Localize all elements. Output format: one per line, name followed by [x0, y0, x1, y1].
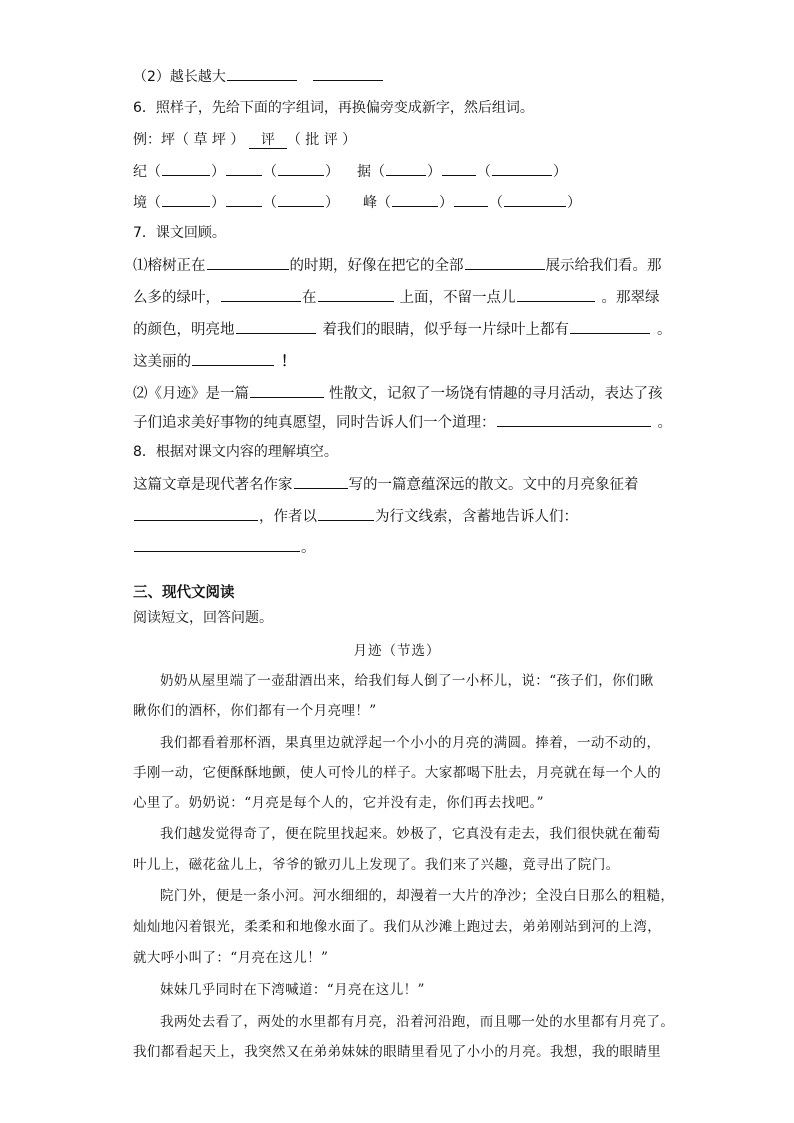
- q6-char: 峰（: [363, 195, 391, 211]
- q7-para-1: [133, 255, 662, 276]
- q8-line-3: [133, 537, 316, 558]
- q8-line-1: [133, 474, 639, 495]
- q6-title: 6．照样子，先给下面的字组词，再换偏旁变成新字，然后组词。: [133, 100, 534, 116]
- answer-blank[interactable]: [318, 287, 394, 302]
- answer-blank[interactable]: [192, 351, 274, 366]
- answer-blank[interactable]: [517, 287, 595, 302]
- answer-blank[interactable]: [162, 192, 210, 207]
- passage-line: 奶奶从屋里端了一壶甜酒出来，给我们每人倒了一小杯儿，说：“孩子们，你们瞅: [160, 673, 654, 689]
- passage-line: 灿灿地闪着银光，柔柔和和地像水面了。我们从沙滩上跑过去，弟弟刚站到河的上湾，: [133, 919, 662, 935]
- answer-blank[interactable]: [497, 412, 651, 427]
- answer-blank[interactable]: [570, 319, 650, 334]
- answer-blank[interactable]: [386, 161, 426, 176]
- answer-blank[interactable]: [504, 192, 566, 207]
- q8-text: 这篇文章是现代著名作家: [133, 477, 293, 493]
- q8-text: ，作者以: [259, 509, 317, 525]
- q7-text: ！: [281, 354, 296, 370]
- q5-item-2-text: （2）越长越大: [133, 69, 226, 85]
- answer-blank[interactable]: [294, 474, 348, 489]
- q6-paren: （: [263, 164, 277, 180]
- q7-text: 。: [657, 322, 672, 338]
- passage-title: 月迹（节选）: [353, 643, 441, 659]
- answer-blank[interactable]: [226, 192, 262, 207]
- q6-paren: （: [477, 164, 491, 180]
- q7-para-4: [133, 351, 296, 372]
- q7-para-3: [133, 319, 672, 340]
- answer-blank[interactable]: [454, 192, 488, 207]
- answer-blank[interactable]: [134, 537, 300, 552]
- q6-char: 纪（: [133, 164, 161, 180]
- q7-text: 。: [657, 415, 672, 431]
- q7-para-2: [133, 287, 660, 308]
- q6-paren: （: [263, 195, 277, 211]
- q7-para-5: [133, 383, 663, 404]
- q7-text: ⑵《月迹》是一篇: [133, 386, 249, 402]
- answer-blank[interactable]: [465, 255, 545, 270]
- q7-text: 上面，不留一点儿: [399, 290, 516, 306]
- passage-line: 我两处去看了，两处的水里都有月亮，沿着河沿跑，而且哪一处的水里都有月亮了。: [160, 1014, 675, 1030]
- q5-item-2: [133, 66, 384, 87]
- q6-paren: ）: [325, 164, 339, 180]
- q8-title: 8．根据对课文内容的理解填空。: [133, 444, 338, 460]
- q6-paren: ）: [439, 195, 453, 211]
- q7-text: 的时期，好像在把它的全部: [289, 258, 464, 274]
- q7-text: 展示给我们看。那: [545, 258, 662, 274]
- q7-text: 子们追求美好事物的纯真愿望，同时告诉人们一个道理：: [133, 415, 496, 431]
- q7-text: 么多的绿叶，: [133, 290, 220, 306]
- answer-blank[interactable]: [442, 161, 476, 176]
- passage-line: 就大呼小叫了：“月亮在这儿！”: [133, 950, 329, 966]
- answer-blank[interactable]: [250, 383, 324, 398]
- answer-blank[interactable]: [134, 506, 258, 521]
- passage-line: 我们越发觉得奇了，便在院里找起来。妙极了，它真没有走去，我们很快就在葡萄: [160, 826, 661, 842]
- passage-line: 心里了。奶奶说：“月亮是每个人的，它并没有走，你们再去找吧。”: [133, 795, 544, 811]
- q6-paren: ）: [211, 164, 225, 180]
- passage-line: 院门外，便是一条小河。河水细细的，却漫着一大片的净沙；全没白日那么的粗糙，: [160, 888, 675, 904]
- passage-line: 叶儿上，磁花盆儿上，爷爷的锨刃儿上发现了。我们来了兴趣，竟寻出了院门。: [133, 857, 620, 873]
- q6-char: 据（: [357, 164, 385, 180]
- q6-row-1: [133, 161, 567, 182]
- passage-line: 我们都看起天上，我突然又在弟弟妹妹的眼睛里看见了小小的月亮。我想，我的眼睛里: [133, 1044, 662, 1060]
- answer-blank[interactable]: [162, 161, 210, 176]
- answer-blank[interactable]: [227, 66, 297, 81]
- q6-paren: （: [489, 195, 503, 211]
- q6-paren: ）: [427, 164, 441, 180]
- q7-text: 性散文，记叙了一场饶有情趣的寻月活动，表达了孩: [329, 386, 663, 402]
- answer-blank[interactable]: [492, 161, 552, 176]
- q6-row-2: [133, 192, 581, 213]
- answer-blank[interactable]: [392, 192, 438, 207]
- q6-paren: ）: [325, 195, 339, 211]
- q6-char: 境（: [133, 195, 161, 211]
- passage-line: 妹妹几乎同时在下湾喊道：“月亮在这儿！”: [160, 982, 425, 998]
- passage-line: 我们都看着那杯酒，果真里边就浮起一个小小的月亮的满圆。捧着，一动不动的，: [160, 735, 661, 751]
- passage-line: 瞅你们的酒杯，你们都有一个月亮哩！”: [133, 703, 377, 719]
- q7-title: 7．课文回顾。: [133, 225, 226, 241]
- q8-text: 写的一篇意蕴深远的散文。文中的月亮象征着: [348, 477, 639, 493]
- section-instruction: 阅读短文，回答问题。: [133, 610, 273, 626]
- answer-blank[interactable]: [221, 287, 301, 302]
- q6-paren: ）: [211, 195, 225, 211]
- q6-example-answer: 评: [249, 132, 287, 149]
- q8-text: 为行文线索，含蓄地告诉人们：: [375, 509, 578, 525]
- section-heading: 三、现代文阅读: [133, 585, 235, 601]
- q8-text: 。: [301, 540, 316, 556]
- q7-text: 这美丽的: [133, 354, 191, 370]
- q6-example: [133, 130, 356, 150]
- answer-blank[interactable]: [207, 255, 289, 270]
- answer-blank[interactable]: [236, 319, 316, 334]
- q7-text: 着我们的眼睛，似乎每一片绿叶上都有: [322, 322, 569, 338]
- q7-text: ⑴榕树正在: [133, 258, 206, 274]
- passage-line: 手刚一动，它便酥酥地颤，使人可怜儿的样子。大家都喝下肚去，月亮就在每一个人的: [133, 765, 662, 781]
- answer-blank[interactable]: [313, 66, 383, 81]
- q6-paren: ）: [567, 195, 581, 211]
- q7-text: 的颜色，明亮地: [133, 322, 235, 338]
- q7-text: 在: [302, 290, 317, 306]
- q7-para-6: [133, 412, 672, 433]
- q6-example-part: （ 批 评 ）: [286, 132, 357, 148]
- answer-blank[interactable]: [278, 161, 324, 176]
- q6-paren: ）: [553, 164, 567, 180]
- q7-text: 。那翠绿: [601, 290, 660, 306]
- answer-blank[interactable]: [318, 506, 374, 521]
- answer-blank[interactable]: [226, 161, 262, 176]
- q8-line-2: [133, 506, 578, 527]
- answer-blank[interactable]: [278, 192, 324, 207]
- q6-example-part: 例：坪（ 草 坪 ）: [133, 132, 245, 148]
